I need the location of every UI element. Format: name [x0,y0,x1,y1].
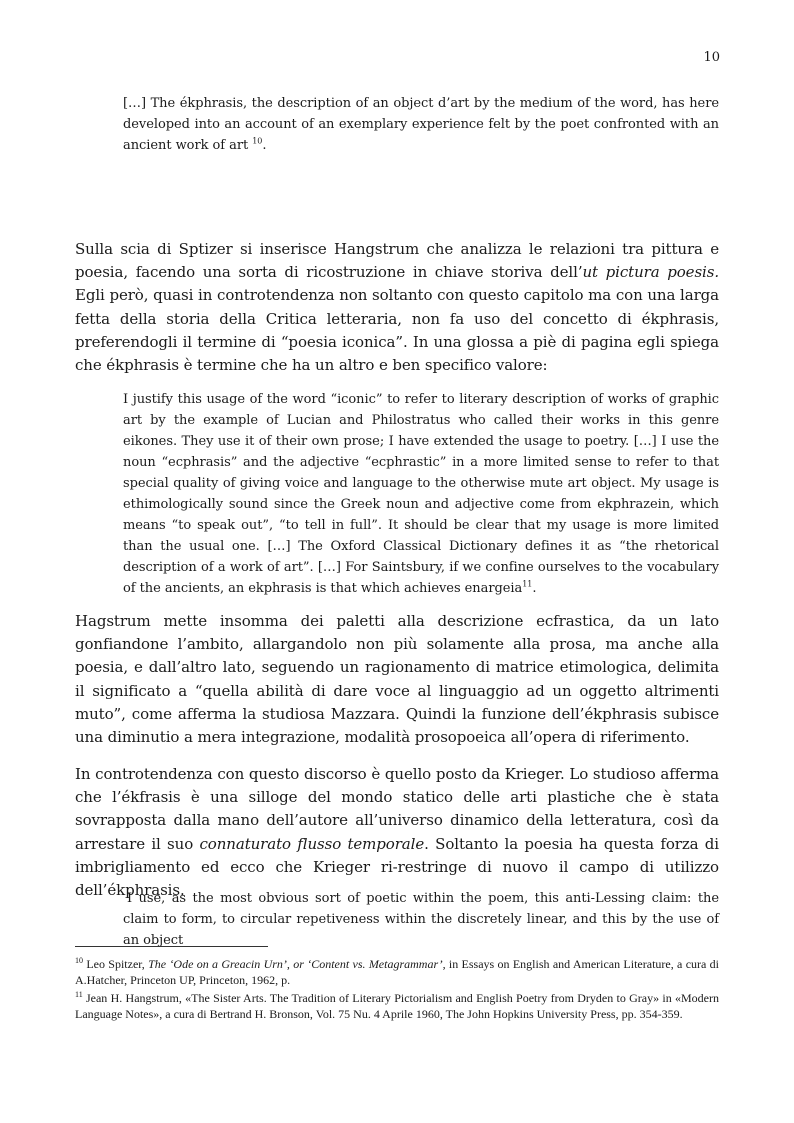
quote-text: I justify this usage of the word “iconic” to refer to literary description of works of graphic art by the example of Lucian and Philostratus who called their works in this genre eikones. They use it of their own prose; I have extended the usage to poetry. […] I use the noun “ecphrasis” and the adjective “ecphrastic” in a more limited sense to refer to that special quality of giving voice and language to the otherwise mute art object. My usage is ethimologically sound since the Greek noun and adjective come from ekphrazein, which means “to speak out”, “to tell in full”. It should be clear that my usage is more limited than the usual one. […] The Oxford Classical Dictionary defines it as “the rhetorical description of a work of art”. […] For Saintsbury, if we confine ourselves to the vocabulary of the ancients, an ekphrasis is that which achieves enargeia [123,392,719,596]
quote-end: . [262,138,267,153]
paragraph-text: . Soltanto la poesia ha questa forza di imbrigliamento ed ecco che Krieger ri-restringe di nuovo il campo di utilizzo dell’ékphrasis. [75,834,720,900]
footnote-separator [75,946,268,947]
paragraph-text: Sulla scia di Sptizer si inserisce Hangstrum che analizza le relazioni tra pittura e poesia, facendo una sorta di ricostruzione in chiave storiva dell’ [75,240,719,282]
page-number: 10 [703,50,720,65]
footnotes [75,956,719,1024]
footnote-number: 11 [75,990,83,999]
quote-text: […] The ékphrasis, the description of an object d’art by the medium of the word, has here developed into an account of an exemplary experience felt by the poet confronted with an ancient work of art [123,96,719,153]
italic-phrase: ut pictura poesis. [582,263,720,282]
footnote-text: Leo Spitzer, [83,957,149,971]
block-quote-krieger: I use, as the most obvious sort of poetic within the poem, this anti-Lessing claim: the claim to form, to circular repetiveness within the discretely linear, and this by the use of an object [123,891,719,948]
footnote-text: Jean H. Hangstrum, «The Sister Arts. The Tradition of Literary Pictorialism and English Poetry from Dryden to Gray» in «Modern Language Notes», a cura di Bertrand H. Bronson, Vol. 75 Nu. 4 Aprile 1960, The John Hopkins University Press, pp. 354-359. [75,991,719,1021]
paragraph-krieger [75,763,719,902]
paragraph-hagstrum-analysis: Hagstrum mette insomma dei paletti alla descrizione ecfrastica, da un lato gonfiandone l’ambito, allargandolo non più solamente alla prosa, ma anche alla poesia, e dall’altro lato, seguendo un ragionamento di matrice etimologica, delimita il significato a “quella abilità di dare voce al linguaggio ad un oggetto altrimenti muto”, come afferma la studiosa Mazzara. Quindi la funzione dell’ékphrasis subisce una diminutio a mera integrazione, modalità prosopoeica all’opera di riferimento. [75,612,719,747]
quote-end: . [532,581,537,596]
paragraph-text: Egli però, quasi in controtendenza non soltanto con questo capitolo ma con una larga fetta della storia della Critica letteraria, non fa uso del concetto di ékphrasis, preferendogli il termine di “poesia iconica”. In una glossa a piè di pagina egli spiega che ékphrasis è termine che ha un altro e ben specifico valore: [75,286,719,375]
footnote-title: The ‘Ode on a Greacin Urn’, or ‘Content vs. Metagrammar’, [148,957,446,971]
block-quote-spitzer [123,93,719,156]
footnote-text: in Essays on English and American Literature, a cura di A.Hatcher, Princeton UP, Princeton, 1962, p. [75,957,719,987]
footnote-10 [75,956,719,988]
footnote-11 [75,990,719,1022]
paragraph-hagstrum-intro [75,238,719,377]
footnote-number: 10 [75,956,83,965]
italic-phrase: connaturato flusso temporale [199,834,425,853]
footnote-ref[interactable]: 10 [252,136,263,146]
footnote-ref[interactable]: 11 [522,579,533,589]
block-quote-hagstrum [123,389,719,599]
paragraph-text: In controtendenza con questo discorso è quello posto da Krieger. Lo studioso afferma che l’ékfrasis è una silloge del mondo statico delle arti plastiche che è stata sovrapposta dalla mano dell’autore all’universo dinamico della letteratura, così da arrestare il suo [75,765,719,853]
